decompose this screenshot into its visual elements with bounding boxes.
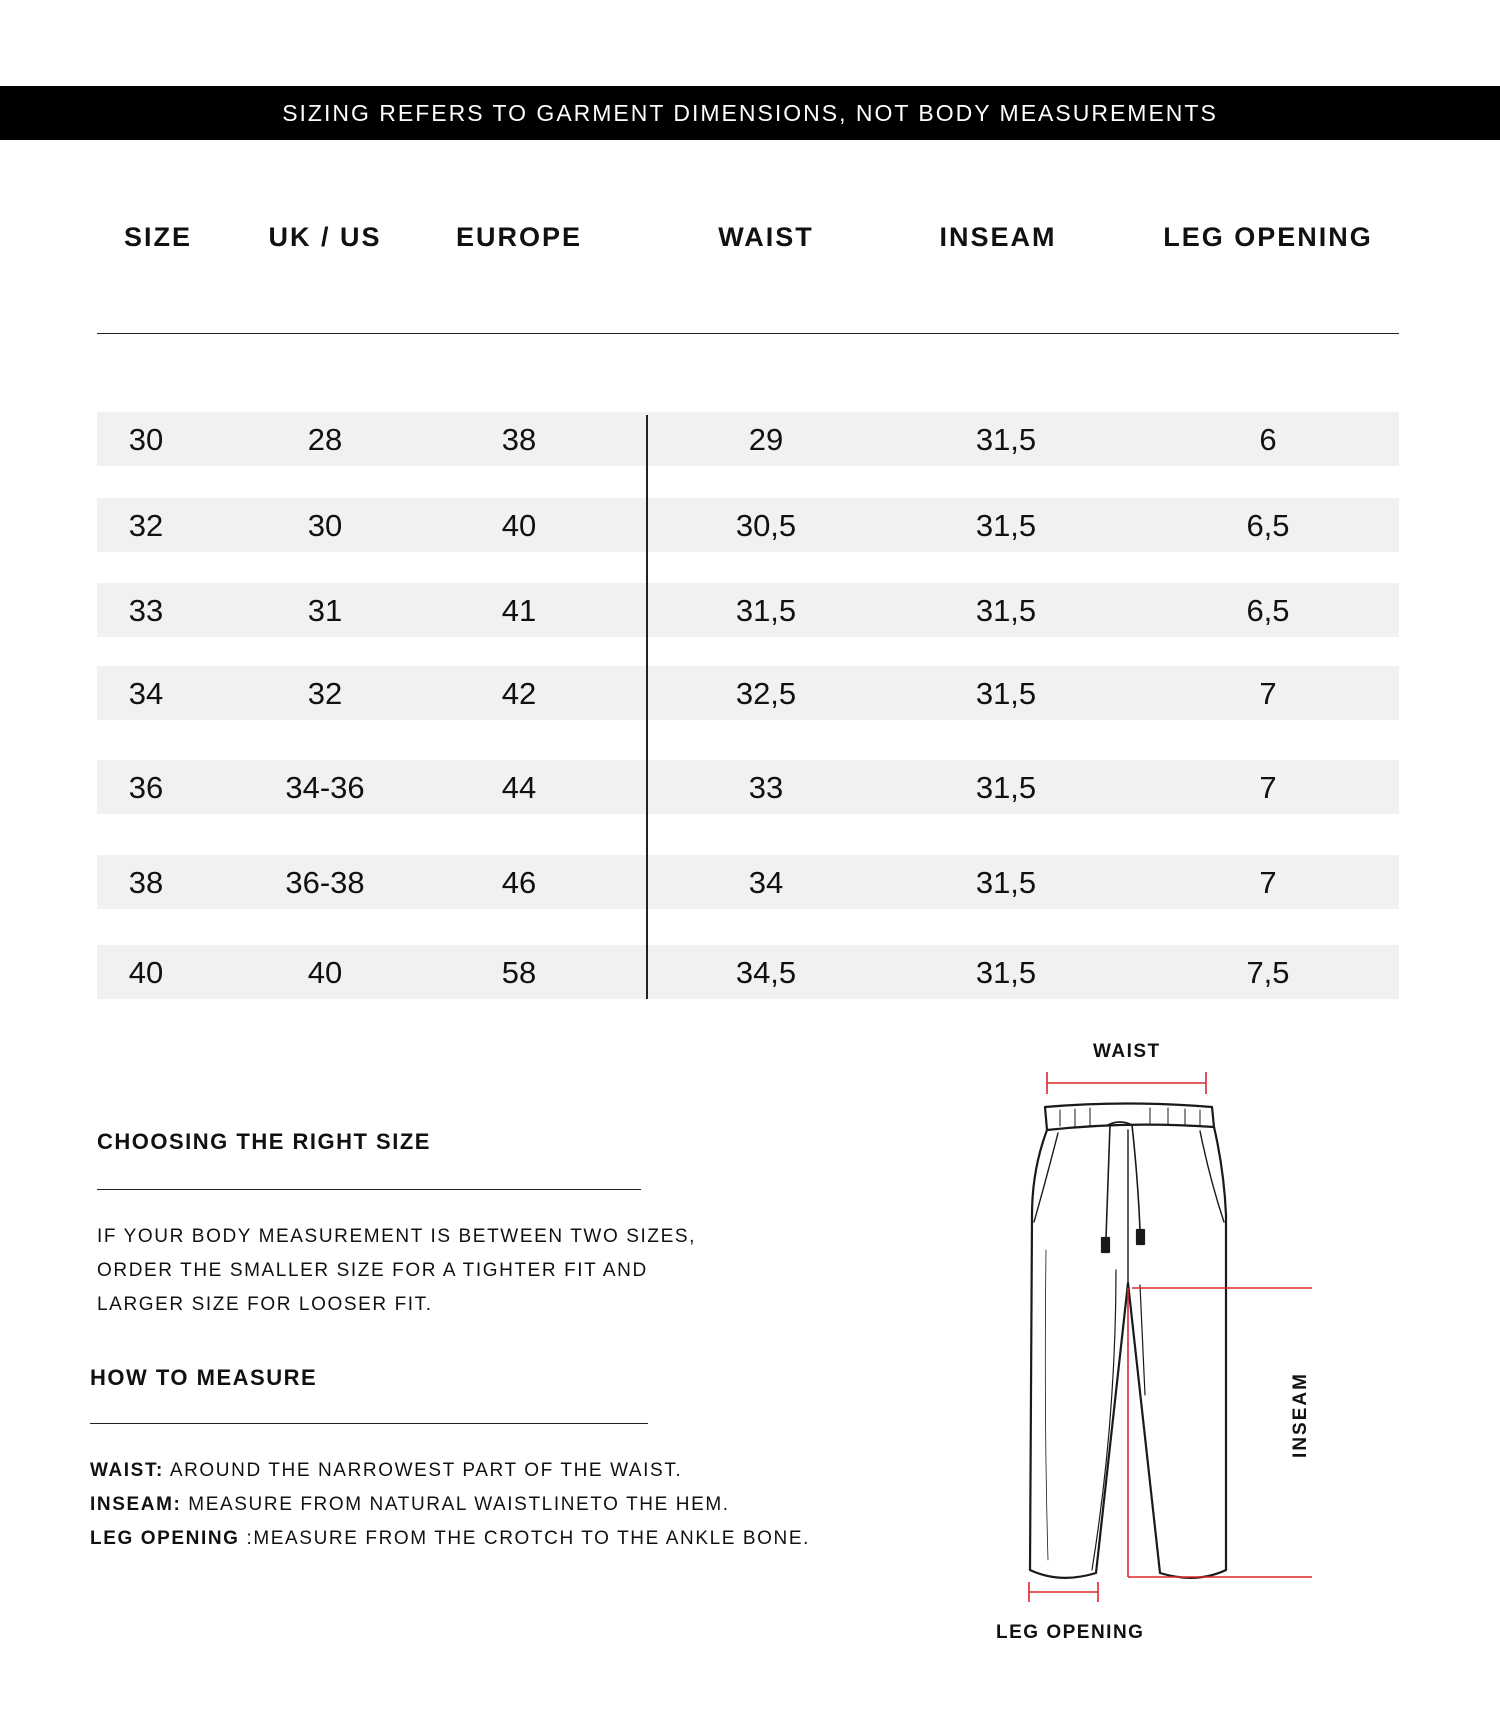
header-inseam: INSEAM (939, 222, 1057, 252)
cell-uk-us: 28 (307, 422, 343, 457)
cell-size: 32 (128, 508, 164, 543)
choosing-title: CHOOSING THE RIGHT SIZE (97, 1129, 431, 1154)
cell-uk-us: 32 (307, 676, 343, 711)
figure-inseam-label: INSEAM (1290, 1372, 1311, 1458)
choosing-line: ORDER THE SMALLER SIZE FOR A TIGHTER FIT AND (97, 1260, 648, 1281)
cell-inseam: 31,5 (975, 865, 1037, 900)
measure-item-leg-opening: LEG OPENING :MEASURE FROM THE CROTCH TO THE ANKLE BONE. (90, 1528, 811, 1549)
header-europe: EUROPE (455, 222, 583, 252)
cell-waist: 32,5 (735, 676, 797, 711)
cell-europe: 38 (501, 422, 537, 457)
cell-size: 38 (128, 865, 164, 900)
cell-waist: 34 (748, 865, 784, 900)
cell-waist: 29 (748, 422, 784, 457)
cell-inseam: 31,5 (975, 508, 1037, 543)
header-leg-opening: LEG OPENING (1163, 222, 1373, 252)
cell-europe: 46 (501, 865, 537, 900)
cell-uk-us: 30 (307, 508, 343, 543)
measure-item-waist: WAIST: AROUND THE NARROWEST PART OF THE WAIST. (90, 1460, 683, 1481)
cell-inseam: 31,5 (975, 955, 1037, 990)
header-size: SIZE (123, 222, 193, 252)
cell-europe: 40 (501, 508, 537, 543)
cell-leg-opening: 7,5 (1246, 955, 1290, 990)
cell-uk-us: 36-38 (285, 865, 365, 900)
cell-europe: 42 (501, 676, 537, 711)
measure-title: HOW TO MEASURE (90, 1365, 318, 1390)
cell-leg-opening: 6,5 (1246, 593, 1290, 628)
cell-waist: 30,5 (735, 508, 797, 543)
cell-waist: 33 (748, 770, 784, 805)
measure-item-inseam: INSEAM: MEASURE FROM NATURAL WAISTLINETO THE HEM. (90, 1494, 730, 1515)
cell-waist: 31,5 (735, 593, 797, 628)
cell-leg-opening: 6,5 (1246, 508, 1290, 543)
cell-uk-us: 34-36 (285, 770, 365, 805)
cell-size: 33 (128, 593, 164, 628)
cell-uk-us: 40 (307, 955, 343, 990)
header-uk-us: UK / US (268, 222, 382, 252)
cell-leg-opening: 7 (1259, 676, 1277, 711)
cell-inseam: 31,5 (975, 422, 1037, 457)
cell-leg-opening: 7 (1259, 770, 1277, 805)
cell-size: 34 (128, 676, 164, 711)
choosing-line: IF YOUR BODY MEASUREMENT IS BETWEEN TWO SIZES, (97, 1226, 696, 1247)
cell-inseam: 31,5 (975, 676, 1037, 711)
cell-europe: 41 (501, 593, 537, 628)
cell-size: 36 (128, 770, 164, 805)
cell-inseam: 31,5 (975, 593, 1037, 628)
header-waist: WAIST (718, 222, 814, 252)
cell-size: 30 (128, 422, 164, 457)
cell-waist: 34,5 (735, 955, 797, 990)
sizing-banner: SIZING REFERS TO GARMENT DIMENSIONS, NOT BODY MEASUREMENTS (0, 86, 1500, 140)
cell-leg-opening: 6 (1259, 422, 1277, 457)
cell-uk-us: 31 (307, 593, 343, 628)
cell-europe: 44 (501, 770, 537, 805)
figure-leg-opening-label: LEG OPENING (996, 1622, 1145, 1643)
cell-inseam: 31,5 (975, 770, 1037, 805)
cell-leg-opening: 7 (1259, 865, 1277, 900)
figure-waist-label: WAIST (1093, 1041, 1161, 1062)
choosing-line: LARGER SIZE FOR LOOSER FIT. (97, 1294, 433, 1315)
cell-size: 40 (128, 955, 164, 990)
cell-europe: 58 (501, 955, 537, 990)
